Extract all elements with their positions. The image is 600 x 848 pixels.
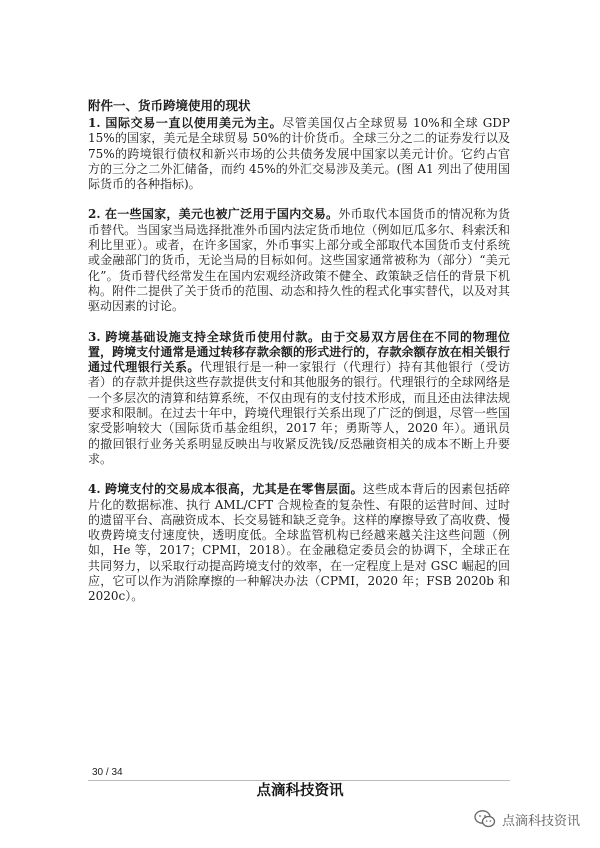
paragraph-3-body: 代理银行是一种一家银行（代理行）持有其他银行（受访者）的存款并提供这些存款提供支付和其他服务的银行。代理银行的全球网络是一个多层次的清算和结算系统，不仅由现有的支付技术形成，而且还由法律法规要求和限制。在过去十年中，跨境代理银行关系出现了广泛的倒退，尽管一些国家受影响较大（国际货币基金组织，2017 年；勇斯等人，2020 年）。通讯员的撤回银行业务关系明显反映出与收紧反洗钱/反恐融资相关的成本不断上升要求。 xyxy=(88,360,510,466)
paragraph-2 xyxy=(88,207,510,314)
watermark xyxy=(474,809,580,829)
paragraph-3-lead: 3. 跨境基础设施支持全球货币使用付款。由于交易双方居住在不同的物理位置，跨境支付通常是通过转移存款余额的形式进行的，存款余额存放在相关银行通过代理银行关系。 xyxy=(88,329,510,375)
page-number: 30 / 34 xyxy=(92,767,123,778)
paragraph-1-lead: 1. 国际交易一直以使用美元为主。 xyxy=(88,116,283,130)
paragraph-1-body: 尽管美国仅占全球贸易 10%和全球 GDP 15%的国家，美元是全球贸易 50%的计价货币。全球三分之二的证券发行以及 75%的跨境银行债权和新兴市场的公共债务发展中国家以美元计价。它约占官方的三分之二外汇储备，而约 45%的外汇交易涉及美元。(图 A1 列出了使用国际货币的各种指标)。 xyxy=(88,116,510,192)
footer-title: 点滴科技资讯 xyxy=(256,783,344,799)
paragraph-2-lead: 2. 在一些国家，美元也被广泛用于国内交易。 xyxy=(88,207,339,222)
paragraph-4 xyxy=(88,482,510,604)
wechat-icon xyxy=(474,809,496,829)
section-heading: 附件一、货币跨境使用的现状 xyxy=(88,98,251,113)
paragraph-2-body: 外币取代本国货币的情况称为货币替代。当国家当局选择批准外币国内法定货币地位（例如厄瓜多尔、科索沃和利比里亚）。或者，在许多国家，外币事实上部分或全部取代本国货币支付系统或金融部门的货币，无论当局的目标如何。这些国家通常被称为（部分）“美元化”。货币替代经常发生在国内宏观经济政策不健全、政策缺乏信任的背景下机构。附件二提供了关于货币的范围、动态和持久性的程式化事实替代，以及对其驱动因素的讨论。 xyxy=(88,207,510,314)
paragraph-4-body: 这些成本背后的因素包括碎片化的数据标准、执行 AML/CFT 合规检查的复杂性、有限的运营时间、过时的遗留平台、高融资成本、长交易链和缺乏竞争。这样的摩擦导致了高收费、慢收费跨境支付速度快，透明度低。全球监管机构已经越来越关注这些问题（例如，He 等，2017；CPMI，2018）。在金融稳定委员会的协调下，全球正在共同努力，以采取行动提高跨境支付的效率，在一定程度上是对 GSC 崛起的回应，它可以作为消除摩擦的一种解决办法（CPMI，2020 年；FSB 2020b 和 2020c）。 xyxy=(88,482,510,604)
document-body xyxy=(88,97,510,605)
paragraph-3 xyxy=(88,330,510,468)
watermark-text: 点滴科技资讯 xyxy=(501,813,580,829)
paragraph-1 xyxy=(88,116,510,192)
paragraph-4-lead: 4. 跨境支付的交易成本很高，尤其是在零售层面。 xyxy=(88,482,363,497)
